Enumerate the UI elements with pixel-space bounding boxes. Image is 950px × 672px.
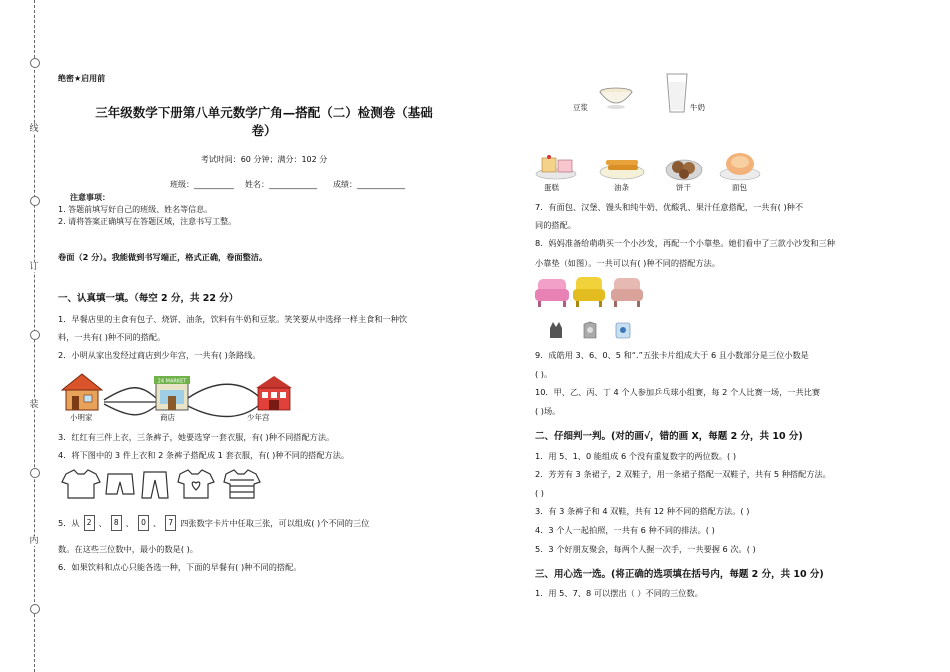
title-line-1: 三年级数学下册第八单元数学广角—搭配（二）检测卷（基础	[95, 105, 433, 120]
store-sign: 24 MARKET	[157, 378, 187, 385]
q5-line1	[58, 515, 369, 531]
binding-word-4: 内	[29, 536, 39, 546]
q7-line2: 同的搭配。	[535, 220, 576, 230]
exam-info: 考试时间：60 分钟；满分：102 分	[200, 155, 328, 164]
pants-icon	[142, 472, 168, 498]
score-field[interactable]: 成绩：____________	[333, 180, 405, 189]
q5-sep-1: 、	[98, 518, 107, 528]
digit-card-2: 2	[84, 515, 95, 531]
store-label: 商店	[160, 413, 175, 422]
home-label: 小明家	[70, 413, 93, 422]
heart-shirt-icon	[178, 470, 214, 498]
striped-shirt-icon	[224, 470, 260, 498]
digit-card-0: 0	[138, 515, 149, 531]
crown-cushion-icon	[550, 322, 562, 338]
biscuit-label: 饼干	[676, 183, 691, 192]
fried-dough-icon	[600, 160, 644, 179]
binding-circle	[30, 468, 40, 478]
digit-card-8: 8	[111, 515, 122, 531]
section2-heading: 二、仔细判一判。(对的画√，错的画 X，每题 2 分，共 10 分)	[535, 431, 803, 442]
youth-palace-icon	[256, 376, 292, 410]
pink-sofa-icon	[535, 279, 569, 307]
soy-milk-label: 豆浆	[573, 103, 588, 112]
sofas-row	[534, 275, 646, 311]
binding-word-2: 订	[29, 262, 39, 272]
q7-line1: 7．有面包、汉堡、馒头和纯牛奶、优酸乳、果汁任意搭配，一共有( )种不	[535, 202, 804, 212]
cake-label: 蛋糕	[544, 183, 559, 192]
neatness-note: 卷面（2 分）。我能做到书写端正，格式正确，卷面整洁。	[58, 252, 268, 262]
shorts-icon	[106, 474, 134, 494]
yellow-sofa-icon	[573, 277, 605, 307]
beige-sofa-icon	[611, 278, 643, 307]
milk-glass-icon	[664, 72, 690, 114]
q4-text: 4．将下图中的 3 件上衣和 2 条裤子搭配成 1 套衣服，有( )种不同的搭配方法。	[58, 450, 350, 460]
soy-milk-bowl-icon	[598, 84, 634, 110]
milk-label: 牛奶	[690, 103, 705, 112]
q6-text: 6．如果饮料和点心只能各选一种，下面的早餐有( )种不同的搭配。	[58, 562, 302, 572]
palace-label: 少年宫	[247, 413, 270, 422]
q5-sep-2: 、	[125, 518, 134, 528]
q2-text: 2．小明从家出发经过商店到少年宫，一共有( )条路线。	[58, 350, 261, 360]
binding-word-1: 线	[29, 124, 39, 134]
q9-line1: 9．成皓用 3、6、0、5 和“.”五张卡片组成大于 6 且小数部分是三位小数是	[535, 350, 809, 360]
q8-line1: 8．妈妈准备给萌萌买一个小沙发，再配一个小靠垫。她们看中了三款小沙发和三种	[535, 238, 835, 248]
page-title	[58, 104, 470, 140]
bread-icon	[720, 153, 760, 180]
house-icon	[62, 374, 102, 410]
q1-line1: 1．早餐店里的主食有包子、烧饼、油条，饮料有牛奶和豆浆。笑笑要从中选择一样主食和一种饮	[58, 314, 408, 324]
binding-circle	[30, 604, 40, 614]
q5-line2: 数。在这些三位数中，最小的数是( )。	[58, 544, 198, 554]
binding-circle	[30, 196, 40, 206]
choice-1: 1．用 5、7、8 可以摆出（ ）不同的三位数。	[535, 588, 703, 598]
binding-word-3: 装	[29, 400, 39, 410]
snacks-row	[534, 150, 774, 182]
digit-card-7: 7	[165, 515, 176, 531]
cushions-row	[548, 320, 632, 342]
secret-label: 绝密★启用前	[58, 74, 106, 83]
section3-heading: 三、用心选一选。(将正确的选项填在括号内，每题 2 分，共 10 分)	[535, 569, 824, 580]
q9-line2: ( )。	[535, 369, 553, 379]
biscuit-icon	[666, 160, 702, 180]
q5-prefix: 5．从	[58, 518, 80, 528]
cake-icon	[536, 155, 576, 179]
store-icon	[154, 376, 190, 410]
binding-circle	[30, 330, 40, 340]
blue-cushion-icon	[616, 323, 630, 338]
judge-5: 5．3 个好朋友聚会，每两个人握一次手，一共要握 6 次。( )	[535, 544, 756, 554]
shirt-icon	[62, 470, 100, 498]
fried-dough-label: 油条	[614, 183, 629, 192]
q3-text: 3．红红有三件上衣，三条裤子，她要选穿一套衣服，有( )种不同搭配方法。	[58, 432, 335, 442]
q8-line2: 小靠垫（如图）。一共可以有( )种不同的搭配方法。	[535, 258, 721, 268]
judge-2: 2．芳芳有 3 条裙子，2 双鞋子，用一条裙子搭配一双鞋子，共有 5 种搭配方法。	[535, 469, 831, 479]
binding-circle	[30, 58, 40, 68]
section1-heading: 一、认真填一填。（每空 2 分，共 22 分）	[58, 293, 239, 304]
judge-1: 1．用 5、1、0 能组成 6 个没有重复数字的两位数。( )	[535, 451, 737, 461]
q10-line2: ( )场。	[535, 406, 561, 416]
q10-line1: 10．甲、乙、丙、丁 4 个人参加乒乓球小组赛，每 2 个人比赛一场，一共比赛	[535, 387, 821, 397]
judge-3: 3．有 3 条裤子和 4 双鞋，共有 12 种不同的搭配方法。( )	[535, 506, 750, 516]
name-field[interactable]: 姓名：____________	[245, 180, 317, 189]
bread-label: 面包	[732, 183, 747, 192]
judge-4: 4．3 个人一起拍照，一共有 6 种不同的排法。( )	[535, 525, 715, 535]
judge-2-blank: ( )	[535, 488, 544, 498]
q5-suffix: 四张数字卡片中任取三张，可以组成( )个不同的三位	[180, 518, 370, 528]
title-line-2: 卷）	[251, 123, 277, 138]
q5-sep-3: 、	[153, 518, 162, 528]
clothes-row	[60, 468, 270, 500]
gray-cushion-icon	[584, 322, 596, 338]
q1-line2: 料，一共有( )种不同的搭配。	[58, 332, 166, 342]
notes-title: 注意事项：	[70, 193, 110, 202]
class-field[interactable]: 班级：__________	[170, 180, 234, 189]
note-1: 1. 答题前填写好自己的班级、姓名等信息。	[58, 205, 213, 214]
note-2: 2. 请将答案正确填写在答题区域，注意书写工整。	[58, 217, 237, 226]
